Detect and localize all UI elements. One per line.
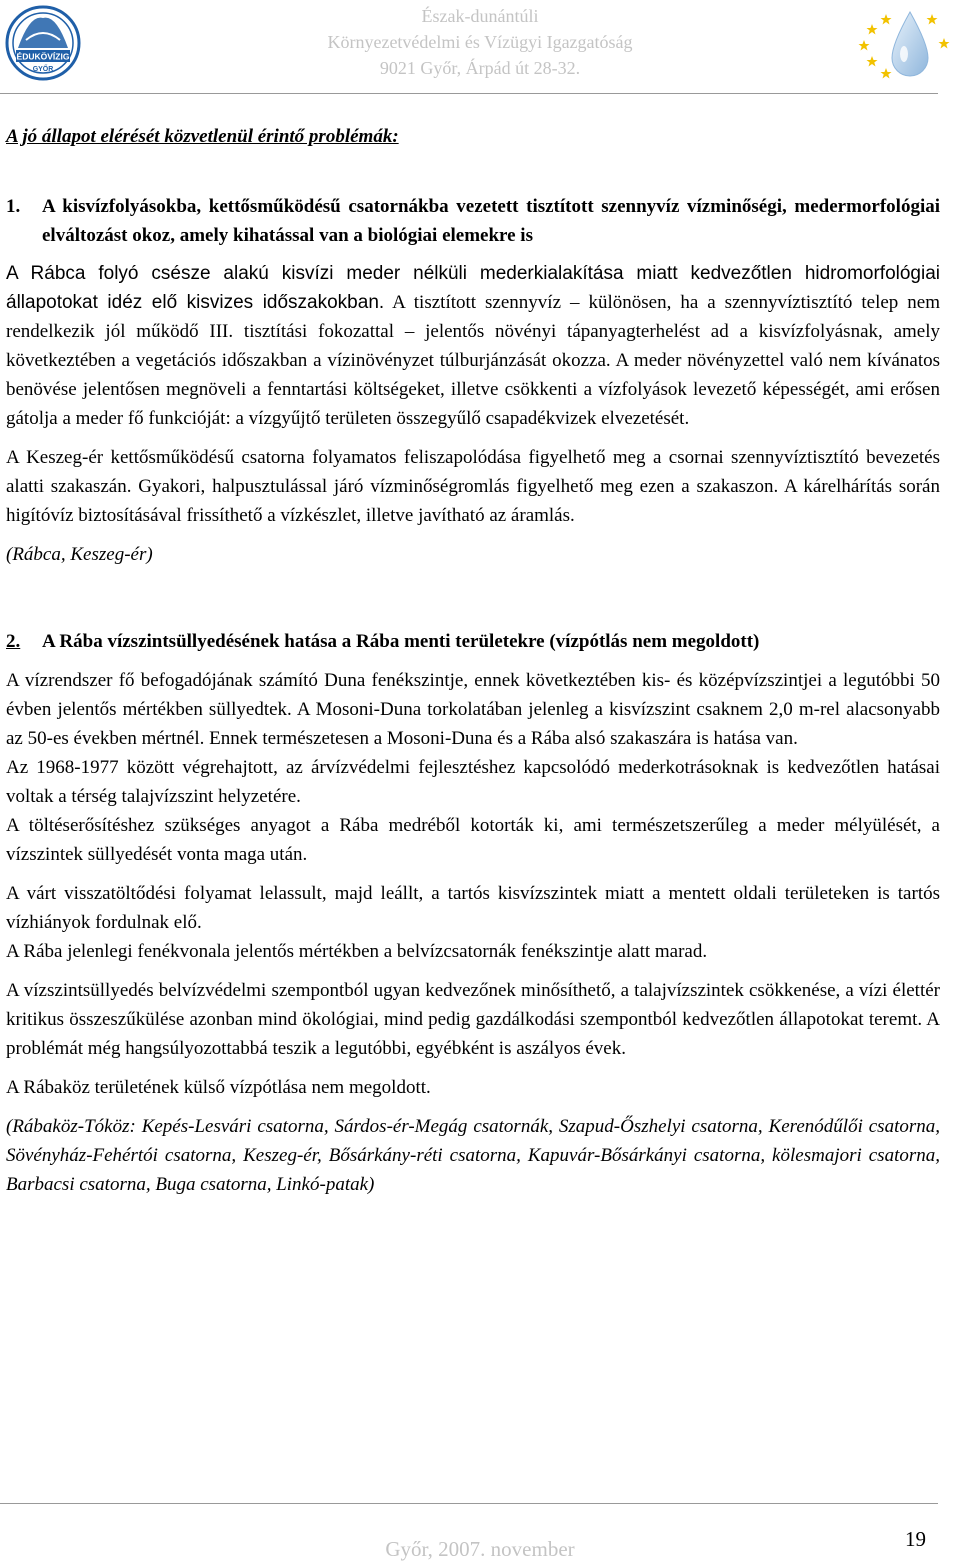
section-2-heading-text: A Rába vízszintsüllyedésének hatása a Rába menti területekre (vízpótlás nem megoldott): [42, 631, 760, 652]
section-2-paragraph-5: A Rába jelenlegi fenékvonala jelentős mértékben a belvízcsatornák fenékszintje alatt marad.: [6, 941, 708, 962]
logo-text: ÉDUKÖVÍZIG: [16, 51, 70, 62]
section-2-paragraph-4: A várt visszatöltődési folyamat lelassult, majd leállt, a tartós kisvízszintek miatt a mentett oldali területeken is tartós vízhiányok fordulnak elő.: [6, 883, 940, 933]
page-number: 19: [905, 1527, 926, 1551]
section-1-paragraph-1-serif: A tisztított szennyvíz – különösen, ha a szennyvíztisztító telep nem rendelkezik jól működő III. tisztítási fokozattal – jelentős növényi tápanyagterhelést ad a kisvízfolyásnak, amely következtében a vegetációs időszakban a vízinövényzet túlburjánzását okozza. A meder növényzettel való nem kívánatos benövése jelentősen megnöveli a fenntartási költségeket, illetve csökkenti a vízfolyások levezető képességét, ami erősen gátolja a meder fő funkcióját: a vízgyűjtő területen összegyűlő csapadékvizek elvezetését.: [6, 292, 940, 429]
logo-subtext: GYŐR: [32, 66, 54, 73]
section-2-paragraph-6: A vízszintsüllyedés belvízvédelmi szempontból ugyan kedvezőnek minősíthető, a talajvízszintek csökkenése, a vízi élettér kritikus összeszűkülése azonban mind ökológiai, mind pedig gazdálkodási szempontból kedvezőtlen állapotokat teremt. A problémát még hangsúlyozottabbá teszik a legutóbbi, egyébként is aszályos évek.: [6, 980, 940, 1059]
section-2-paragraph-1: A vízrendszer fő befogadójának számító Duna fenékszintje, ennek következtében kis- és középvízszintjei a legutóbbi 50 évben jelentős mértékben süllyedtek. A Mosoni-Duna torkolatában jelenleg a kisvízszint csaknem 2,0 m-rel alacsonyabb az 50-es években mértnél. Ennek természetesen a Mosoni-Duna és a Rába alsó szakaszára is hatása van.: [6, 670, 940, 749]
section-2-note: (Rábaköz-Tóköz: Kepés-Lesvári csatorna, Sárdos-ér-Megág csatornák, Szapud-Őszhelyi csatorna, Kerenódűlői csatorna, Sövényház-Fehértói csatorna, Keszeg-ér, Bősárkány-réti csatorna, Kapuvár-Bősárkányi csatorna, kölesmajori csatorna, Barbacsi csatorna, Buga csatorna, Linkó-patak): [6, 1116, 940, 1195]
header-divider: [0, 93, 938, 94]
section-1-heading: [6, 192, 940, 250]
section-1-note: (Rábca, Keszeg-ér): [6, 544, 153, 565]
footer-divider: [0, 1503, 938, 1504]
page-header: [0, 0, 960, 95]
section-1-paragraph-1-sans: A Rábca folyó csésze alakú kisvízi meder nélküli mederkialakítása miatt kedvezőtlen hidromorfológiai állapotokat idéz elő kisvizes időszakokban.: [6, 263, 940, 313]
org-line-3: 9021 Győr, Árpád út 28-32.: [379, 58, 581, 78]
footer-place-date: Győr, 2007. november: [385, 1537, 575, 1561]
section-2-paragraph-3: A töltéserősítéshez szükséges anyagot a Rába medréből kotorták ki, ami természetszerűleg a meder mélyülését, a vízszintek süllyedését vonta maga után.: [6, 815, 940, 865]
section-2-paragraph-2: Az 1968-1977 között végrehajtott, az árvízvédelmi fejlesztéshez kapcsolódó mederkotrásoknak is kedvezőtlen hatásai voltak a térség talajvízszint helyzetére.: [6, 757, 940, 807]
eu-stars-water-drop-icon: [852, 4, 952, 88]
page-content: [6, 122, 940, 1199]
org-line-1: Észak-dunántúli: [421, 6, 539, 26]
section-2-heading: [6, 627, 940, 656]
section-1-paragraph-1: [6, 259, 940, 433]
section-2-number: 2.: [6, 631, 21, 652]
org-line-2: Környezetvédelmi és Vízügyi Igazgatóság: [327, 32, 633, 52]
section-2-paragraph-7: A Rábaköz területének külső vízpótlása nem megoldott.: [6, 1077, 431, 1098]
page-title: A jó állapot elérését közvetlenül érintő problémák:: [6, 126, 399, 147]
section-1-paragraph-2: A Keszeg-ér kettősműködésű csatorna folyamatos feliszapolódása figyelhető meg a csornai szennyvíztisztító bevezetés alatti szakaszán. Gyakori, halpusztulással járó vízminőségromlás figyelhető meg ezen a szakaszon. A kárelhárítás során higítóvíz biztosításával frissíthető a vízkészlet, illetve javítható az áramlás.: [6, 447, 940, 526]
section-1-heading-text: A kisvízfolyásokba, kettősműködésű csatornákba vezetett tisztított szennyvíz vízminőségi, medermorfológiai elváltozást okoz, amely kihatással van a biológiai elemekre is: [42, 196, 940, 246]
section-1-number: 1.: [6, 196, 21, 217]
